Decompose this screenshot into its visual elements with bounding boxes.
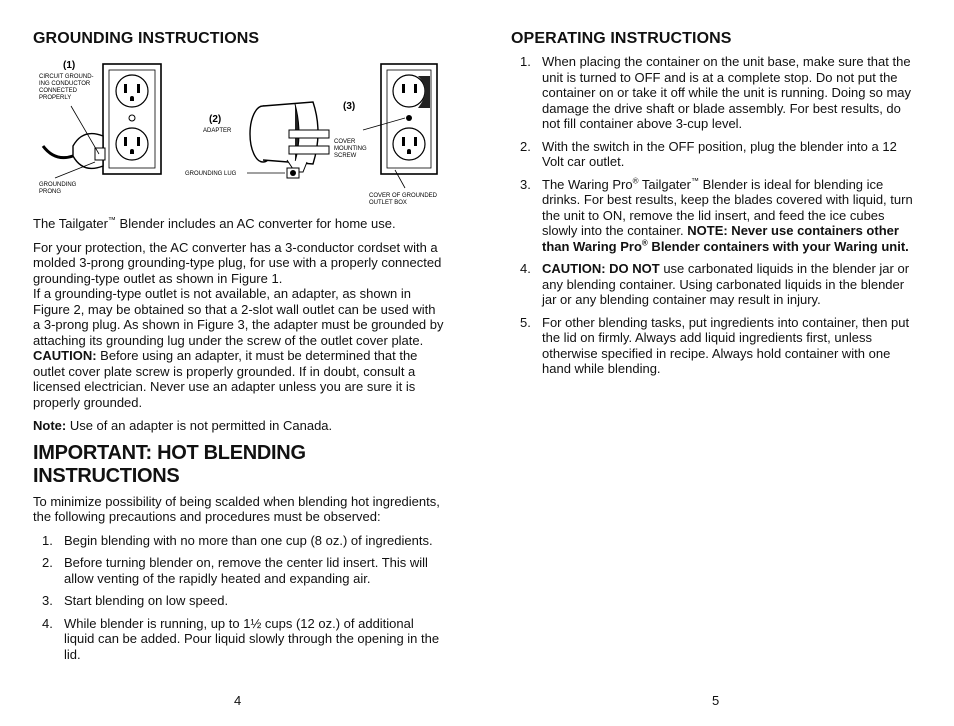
list-item: 2. Before turning blender on, remove the center lid insert. This will allow venting of the rapidly heated and expanding air. [42,555,428,586]
note-label: Note: [33,418,67,433]
adapter-text: If a grounding-type outlet is not available, an adapter, as shown in Figure 2, may be obtained so that a 2-slot wall outlet can be used with a 3-prong plug. As shown in Figure 3, the adapter must be grounded by attaching its grounding lug under the screw of the outlet cover plate. [33,286,444,348]
adapter-paragraph [33,286,445,410]
note-bold: Blender containers with your Waring unit. [647,238,909,254]
left-page [33,30,445,669]
figure-3-label: (3) [343,101,356,112]
note-bold: NOTE: Never use containers other than Waring Pro [542,223,899,254]
adapter-text: Before using an adapter, it must be determined that the outlet cover plate screw is properly grounded. If in doubt, consult a licensed electrician. Never use an adapter unless you are sure it is properly grounded. [33,348,418,410]
grounding-figure [33,56,445,206]
cover-box-label: OUTLET BOX [369,200,407,206]
list-item: 4. While blender is running, up to 1½ cups (12 oz.) of additional liquid can be added. Pour liquid slowly through the opening in the lid. [42,615,440,662]
figure-1-caption-line: CONNECTED [39,88,78,94]
page-number-right: 5 [712,693,720,708]
cover-screw-label: COVER [334,139,356,145]
figure-1-caption-line: PROPERLY [39,95,72,101]
trademark-mark: ™ [690,176,699,186]
grounding-prong-label: PRONG [39,189,62,195]
list-item: 4. CAUTION: DO NOT use carbonated liquids in the blender jar or any blending container. Using carbonated liquids in the blender jar or any blending container may result in injury. [520,261,910,307]
caution-label: CAUTION: [33,348,97,363]
protection-paragraph: For your protection, the AC converter has a 3-conductor cordset with a molded 3-prong grounding-type plug, for use with a properly connected grounding-type outlet as shown in Figure 1. [33,239,442,286]
cover-box-label: COVER OF GROUNDED [369,193,438,199]
hot-intro-paragraph: To minimize possibility of being scalded when blending hot ingredients, the following precautions and procedures must be observed: [33,493,440,524]
grounding-heading: GROUNDING INSTRUCTIONS [33,30,260,47]
caution-label: CAUTION: DO NOT [542,261,660,276]
figure-1-caption-line: CIRCUIT GROUND- [39,74,94,80]
figure-1 [39,60,161,195]
intro-text: Blender includes an AC converter for home use. [115,216,396,231]
cover-screw-label: SCREW [334,153,357,159]
hot-blending-heading: IMPORTANT: HOT BLENDING INSTRUCTIONS [33,441,306,487]
list-item: 5. For other blending tasks, put ingredients into container, then put the lid on firmly. Always add liquid ingredients first, unless otherwise specified in recipe. Always hold container with one hand while blending. [520,314,910,376]
figure-2-label: (2) [209,114,222,125]
page-number-left: 4 [234,693,242,708]
operating-heading: OPERATING INSTRUCTIONS [511,30,732,47]
cover-screw-label: MOUNTING [334,146,367,152]
note-text: Use of an adapter is not permitted in Canada. [66,418,333,433]
trademark-mark: ™ [107,215,116,225]
list-item: 1. When placing the container on the unit base, make sure that the unit is turned to OFF and is at a complete stop. Do not put the container on or take it off while the unit is running. Doing so may damage the drive shaft or blade assembly. For best results, do not fill container above 3-cup level. [520,54,912,131]
grounding-lug-label: GROUNDING LUG [185,171,237,177]
list-item: 3. Start blending on low speed. [42,593,229,608]
hot-blending-list [33,533,445,663]
grounding-prong-label: GROUNDING [39,182,77,188]
list-item: 2. With the switch in the OFF position, plug the blender into a 12 Volt car outlet. [520,138,897,169]
registered-mark: ® [632,176,639,186]
figure-2 [185,102,329,178]
adapter-label: ADAPTER [203,128,232,134]
registered-mark: ® [641,238,648,248]
figure-3 [334,64,438,206]
list-item: 3. The Waring Pro® Tailgater™ Blender is ideal for blending ice drinks. For best results, keep the blades covered with liquid, turn the unit to ON, remove the lid insert, and feed the ice cubes slowly into the container. NOTE: Never use containers other than Waring Pro® Blender containers with your Waring unit. [520,176,913,254]
right-page [511,30,921,384]
outlet-diagram [33,56,445,206]
intro-text: The Tailgater [33,216,108,231]
figure-1-label: (1) [63,60,76,71]
intro-paragraph [33,216,445,232]
note-paragraph [33,418,445,434]
list-item: 1. Begin blending with no more than one cup (8 oz.) of ingredients. [42,532,433,548]
operating-list [511,54,921,377]
figure-1-caption-line: ING CONDUCTOR [39,81,91,87]
